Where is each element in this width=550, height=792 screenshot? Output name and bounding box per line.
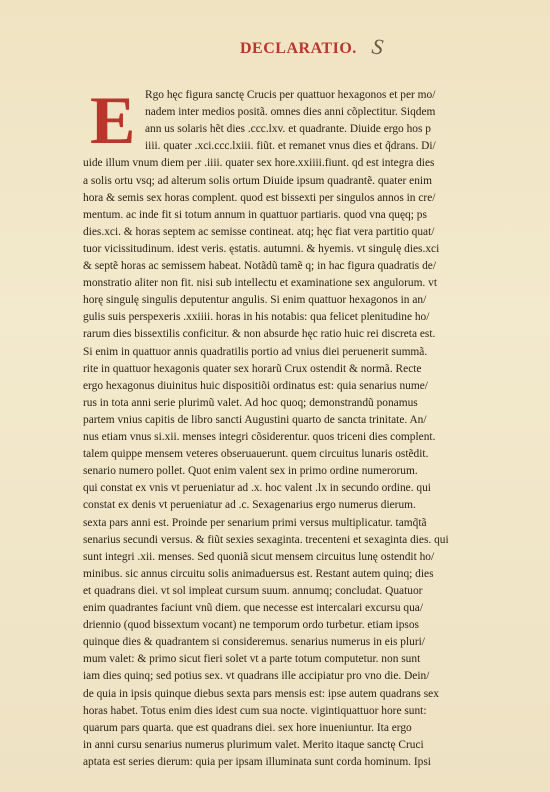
text-line: rus in tota anni serie plurimũ valet. Ad hoc quoq; demonstrandũ ponamus [83,396,418,409]
text-line: Rgo hęc figura sanctę Crucis per quattuor hexagonos et per mo/ [145,89,436,101]
text-line: mentum. ac inde fit si totum annum in quattuor partiaris. quod vna quęq; ps [83,208,427,221]
text-line: minibus. sic annus circuitu solis animaduersus est. Restant autem quinq; dies [83,567,434,580]
text-line: a solis ortu vsq; ad alterum solis ortum Diuide ipsum quadrantẽ. quater enim [83,174,432,187]
text-line: hora & semis sex horas complent. quod est bissexti per singulos annos in cre/ [83,191,436,204]
text-line: tuor vicissitudinum. idest veris. ęstatis. autumni. & hyemis. vt singulę dies.xci [83,242,440,255]
text-line: in anni cursu senarius numerus plurimum valet. Merito itaque sanctę Cruci [83,738,424,751]
decorated-initial: E [90,82,136,158]
page-heading: DECLARATIO. [240,40,357,57]
text-line: iam dies quinq; sed potius sex. vt quadrans ille accipiatur pro vno die. Dein/ [83,670,430,683]
text-line: enim quadrantes faciunt vnũ diem. que necesse est intercalari excursu qua/ [83,602,424,614]
text-line: rite in quattuor hexagonis quater sex horarũ Crux ostendit & normã. Recte [83,362,422,375]
text-line: & septẽ horas ac semissem habeat. Notãdũ tamẽ q; in hac figura quadratis de/ [83,260,436,272]
text-line: quinque dies & quadrantem si consideremus. senarius numerus in eis pluri/ [83,636,425,649]
text-line: qui constat ex vnis vt perueniatur ad .x. hoc valent .lx in secundo ordine. qui [83,482,431,495]
marginal-mark: S [370,33,385,60]
text-line: senarius secundi versus. & fiũt sexies sexaginta. trecenteni et sexaginta dies. qui [83,533,449,546]
text-line: ann us solaris hẽt dies .ccc.lxv. et quadrante. Diuide ergo hos p [145,123,431,136]
text-line: partem vnius capitis de libro sancti Augustini quarto de sancta trinitate. An/ [83,413,427,426]
text-line: gulis suis perspexeris .xxiiii. horas in his notabis: qua felicet plenitudine ho/ [83,311,430,324]
text-line: constat ex denis vt perueniatur ad .c. Sexagenarius ergo numerus dierum. [83,499,416,512]
text-line: de quia in ipsis quinque diebus sexta pars mensis est: ipse autem quadrans sex [83,687,439,700]
text-line: rarum dies bissextilis conficitur. & non absurde hęc ratio huic rei discreta est. [83,328,436,341]
text-line: nadem inter medios positã. omnes dies anni cõplectitur. Siqdem [145,106,436,119]
text-line: horę singulę singulis deputentur angulis. Si enim quattuor hexagonos in an/ [83,294,427,307]
text-line: sunt integri .xii. menses. Sed quoniã sicut mensem circuitus lunę ostendit ho/ [83,550,435,563]
text-line: nus etiam vnus si.xii. menses integri cõsiderentur. quos triceni dies complent. [83,431,436,443]
text-line: monstratio aliter non fit. nisi sub intellectu et examinatione sex angulorum. vt [83,277,437,290]
text-line: Si enim in quattuor annis quadratilis portio ad vnius diei peruenerit summã. [83,345,428,358]
text-line: iiii. quater .xci.ccc.lxiii. fiũt. et remanet vnus dies et q̃drans. Di/ [145,140,436,153]
text-line: mum valet: & primo sicut fieri solet vt a parte totum computetur. non sunt [83,653,421,666]
text-line: et quadrans diei. vt sol impleat cursum suum. annumq; concludat. Quatuor [83,584,423,597]
text-line: horas habet. Totus enim dies idest cum sua nocte. vigintiquattuor hore sunt: [83,704,427,717]
text-line: sexta pars anni est. Proinde per senarium primi versus multiplicatur. tamq̃tã [83,516,427,529]
text-line: aptata est series dierum: quia per ipsam illuminata sunt corda hominum. Ipsi [83,755,431,768]
text-line: senario numero pollet. Quot enim valent sex in primo ordine numerorum. [83,465,418,478]
text-line: dies.xci. & horas septem ac semisse contineat. atq; hęc fiat vera partitio quat/ [83,225,435,238]
text-line: talem quippe mensem veteres obseruauerunt. quem circuitus lunaris ostẽdit. [83,448,429,461]
text-line: uide illum vnum diem per .iiii. quater sex hore.xxiiii.fiunt. qd est integra dies [83,157,435,170]
text-line: driennio (quod bissextum vocant) ne temporum ordo turbetur. etiam ipsos [83,619,419,632]
text-line: ergo hexagonus diuinitus huic dispositiõi ordinatus est: quia senarius nume/ [83,379,428,392]
text-line: quarum pars quarta. que est quadrans diei. sex hore inueniuntur. Ita ergo [83,721,412,734]
